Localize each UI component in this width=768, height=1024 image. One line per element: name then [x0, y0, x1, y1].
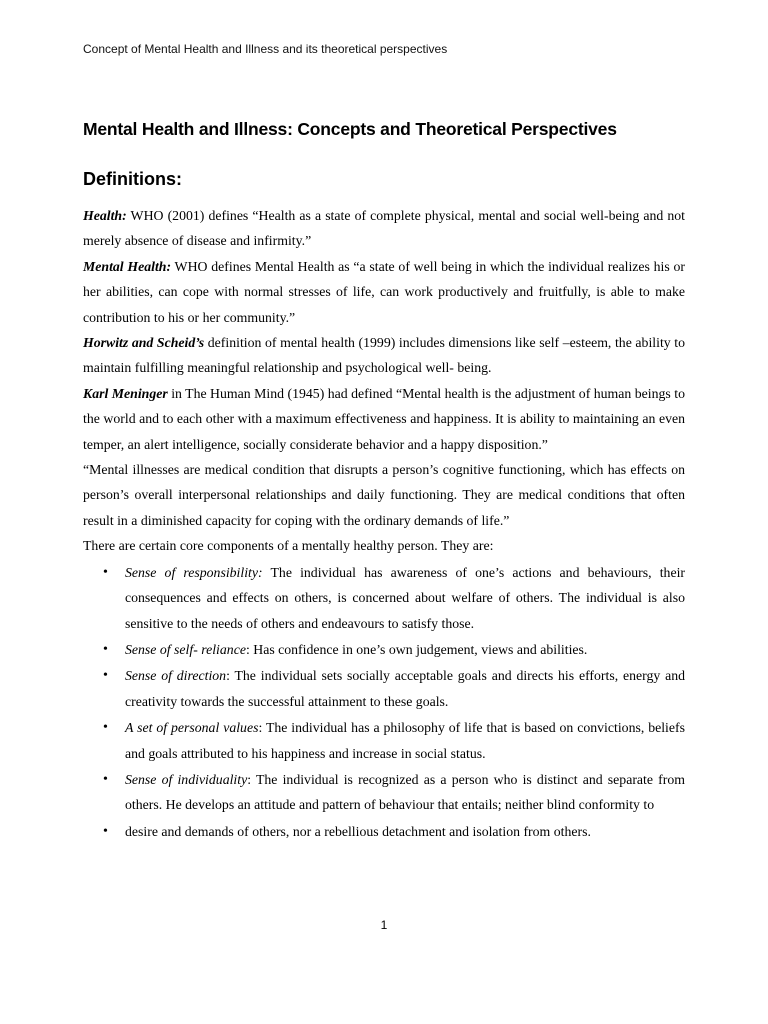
definition-mental-illness: “Mental illnesses are medical condition that disrupts a person’s cognitive functioning, which has effects on person’s overall interpersonal relationships and daily functioning. They are medical conditions that often result in a diminished capacity for coping with the ordinary demands of life.”	[83, 462, 685, 528]
term-karl-meninger: Karl Meninger	[83, 385, 168, 401]
definition-health	[83, 203, 685, 254]
component-term: Sense of self- reliance	[125, 641, 246, 657]
definition-mental-health	[83, 254, 685, 330]
component-text: : The individual has a philosophy of life that is based on convictions, beliefs and goals attributed to his happiness and increase in social status.	[125, 720, 685, 761]
definition-horwitz-scheid-text: definition of mental health (1999) includes dimensions like self –esteem, the ability to maintain fulfilling meaningful relationship and psychological well- being.	[83, 335, 686, 376]
components-list	[83, 560, 685, 844]
list-item	[83, 663, 685, 714]
component-text: : The individual sets socially acceptable goals and directs his efforts, energy and creativity towards the successful attainment to these goals.	[125, 668, 685, 709]
term-mental-health: Mental Health:	[83, 258, 172, 274]
term-horwitz-scheid: Horwitz and Scheid’s	[83, 335, 205, 351]
component-text: The individual has awareness of one’s actions and behaviours, their consequences and effects on others, is concerned about welfare of others. The individual is also sensitive to the needs of others and endeavours to satisfy those.	[125, 564, 686, 631]
component-term: Sense of individuality	[125, 771, 248, 787]
definition-karl-meninger-text: in The Human Mind (1945) had defined “Mental health is the adjustment of human beings to the world and to each other with a maximum effectiveness and happiness. It is ability to maintaining an even temper, an alert intelligence, socially considerate behavior and a happy disposition.”	[83, 385, 685, 452]
definition-mental-health-text: WHO defines Mental Health as “a state of well being in which the individual realizes his or her abilities, can cope with normal stresses of life, can work productively and fruitfully, is able to make contribution to his or her community.”	[83, 258, 685, 325]
component-text: : The individual is recognized as a person who is distinct and separate from others. He develops an attitude and pattern of behaviour that entails; neither blind conformity to	[125, 771, 685, 813]
bullet-icon: •	[103, 641, 108, 657]
list-item	[83, 715, 685, 766]
component-term: A set of personal values	[125, 720, 259, 736]
page-number: 1	[380, 918, 388, 932]
list-item	[83, 637, 685, 662]
section-heading-definitions: Definitions:	[83, 169, 182, 189]
definition-horwitz-scheid	[83, 330, 685, 381]
running-header: Concept of Mental Health and Illness and its theoretical perspectives	[83, 42, 448, 56]
definition-health-text: WHO (2001) defines “Health as a state of complete physical, mental and social well-being and not merely absence of disease and infirmity.”	[83, 208, 685, 249]
bullet-icon: •	[103, 564, 108, 580]
document-body	[83, 203, 685, 844]
list-item	[83, 767, 685, 818]
definition-karl-meninger	[83, 381, 685, 457]
component-text: : Has confidence in one’s own judgement, views and abilities.	[245, 641, 588, 657]
list-item	[83, 819, 685, 844]
document-title: Mental Health and Illness: Concepts and Theoretical Perspectives	[83, 119, 617, 139]
bullet-icon: •	[103, 823, 108, 839]
components-intro: There are certain core components of a mentally healthy person. They are:	[83, 538, 494, 554]
bullet-icon: •	[103, 720, 108, 736]
component-text: desire and demands of others, nor a rebellious detachment and isolation from others.	[125, 823, 591, 839]
component-term: Sense of direction	[125, 668, 227, 684]
term-health: Health:	[83, 208, 127, 223]
bullet-icon: •	[103, 771, 108, 787]
component-term: Sense of responsibility:	[125, 564, 263, 580]
bullet-icon: •	[103, 668, 108, 684]
list-item	[83, 560, 685, 636]
